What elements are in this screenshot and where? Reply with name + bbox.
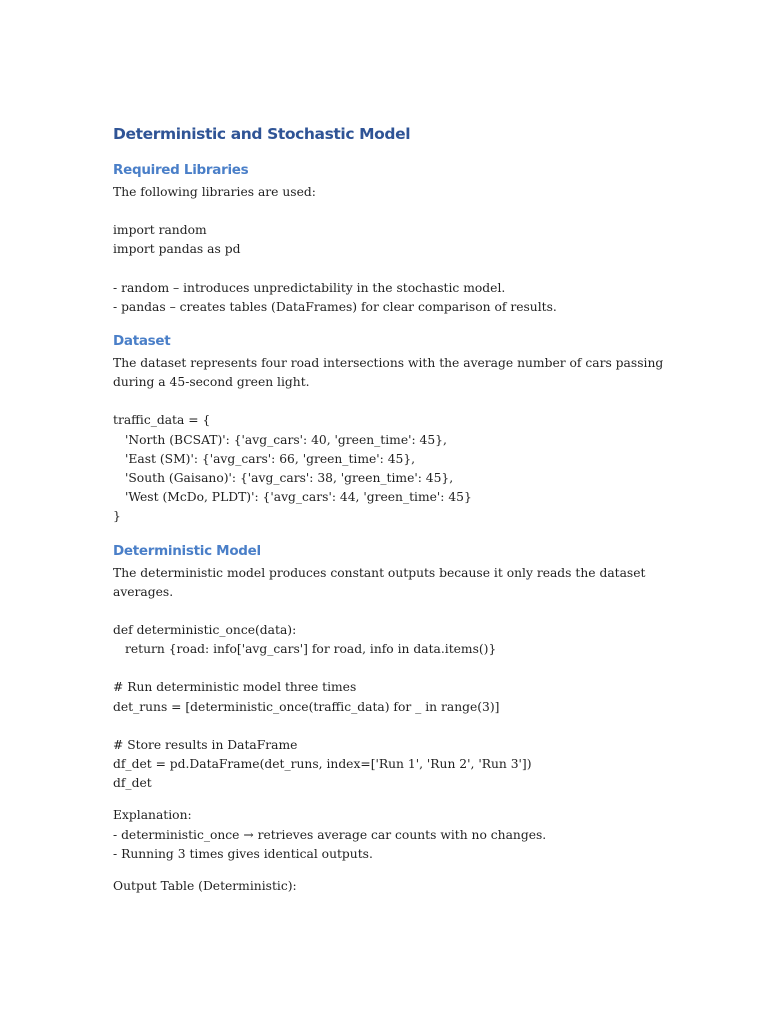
code-import-random: import random <box>113 223 207 238</box>
dataset-text-line-2: during a 45-second green light. <box>113 375 310 390</box>
heading-required-libraries: Required Libraries <box>113 162 249 178</box>
bullet-random: - random – introduces unpredictability in the stochastic model. <box>113 280 506 295</box>
deterministic-text-line-1: The deterministic model produces constant outputs because it only reads the dataset <box>113 565 646 580</box>
deterministic-text-line-2: averages. <box>113 584 174 599</box>
document-title: Deterministic and Stochastic Model <box>113 125 411 143</box>
code-store-comment: # Store results in DataFrame <box>113 737 298 752</box>
explanation-item-2: - Running 3 times gives identical outputs. <box>113 846 373 861</box>
code-run-comment: # Run deterministic model three times <box>113 680 357 695</box>
bullet-pandas: - pandas – creates tables (DataFrames) for clear comparison of results. <box>113 299 557 314</box>
code-def-line: def deterministic_once(data): <box>113 623 297 638</box>
code-run-line: det_runs = [deterministic_once(traffic_data) for _ in range(3)] <box>113 699 500 714</box>
code-import-pandas: import pandas as pd <box>113 242 241 257</box>
explanation-item-1: - deterministic_once → retrieves average car counts with no changes. <box>113 827 547 842</box>
code-traffic-north: 'North (BCSAT)': {'avg_cars': 40, 'green_time': 45}, <box>125 432 447 447</box>
output-table-label: Output Table (Deterministic): <box>113 879 297 894</box>
code-store-line: df_det = pd.DataFrame(det_runs, index=['Run 1', 'Run 2', 'Run 3']) <box>113 757 532 772</box>
code-df-line: df_det <box>113 776 152 791</box>
explanation-label: Explanation: <box>113 808 192 823</box>
code-traffic-data-open: traffic_data = { <box>113 413 211 428</box>
code-traffic-east: 'East (SM)': {'avg_cars': 66, 'green_time': 45}, <box>125 451 416 466</box>
dataset-text-line-1: The dataset represents four road intersections with the average number of cars passing <box>113 356 664 371</box>
code-return-line: return {road: info['avg_cars'] for road, info in data.items()} <box>125 642 497 657</box>
code-traffic-south: 'South (Gaisano)': {'avg_cars': 38, 'green_time': 45}, <box>125 471 454 486</box>
document-page <box>113 122 664 896</box>
code-traffic-west: 'West (McDo, PLDT)': {'avg_cars': 44, 'green_time': 45} <box>125 490 472 505</box>
libraries-intro: The following libraries are used: <box>113 185 316 199</box>
heading-deterministic-model: Deterministic Model <box>113 542 261 559</box>
heading-dataset: Dataset <box>113 333 171 350</box>
code-traffic-data-close: } <box>113 509 121 524</box>
